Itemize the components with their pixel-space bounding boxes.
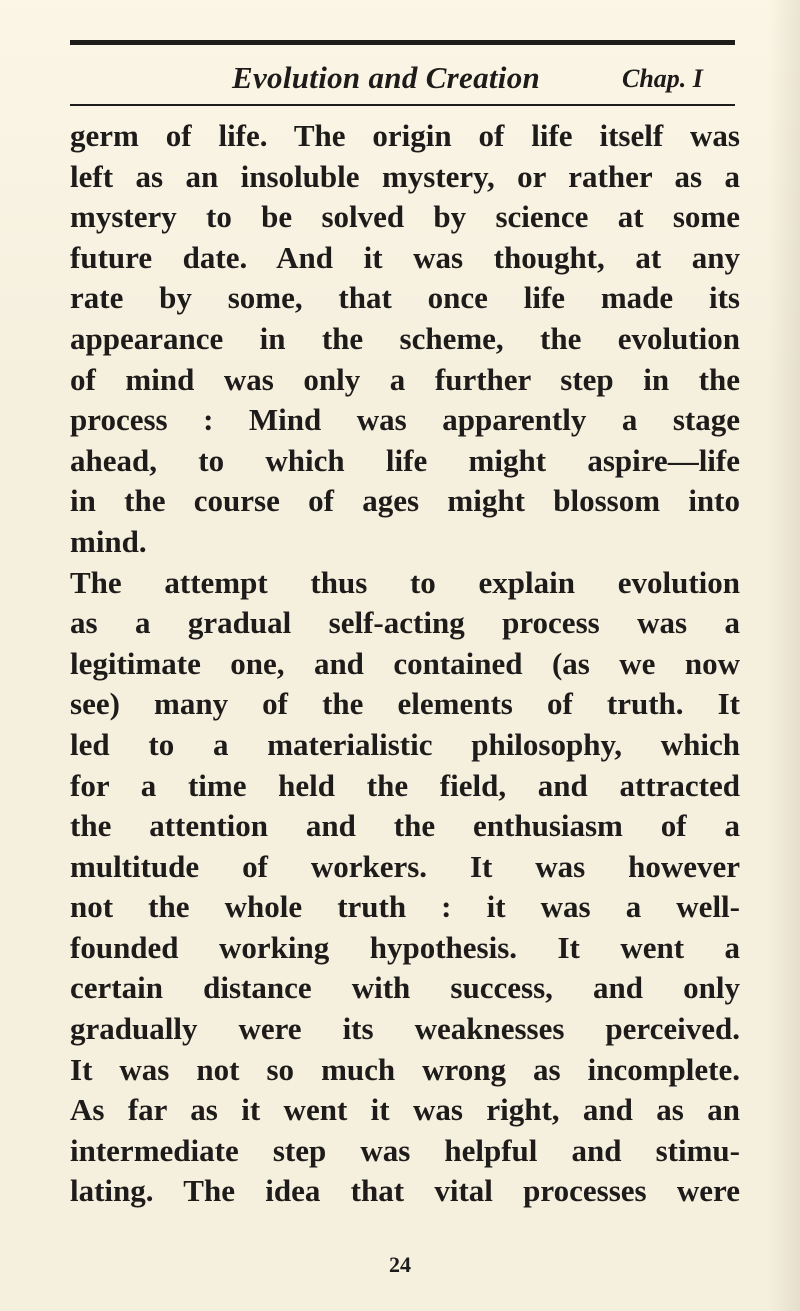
text-line: It was not so much wrong as incomplete. — [70, 1051, 740, 1087]
paragraph-start-line: The attempt thus to explain evolution — [70, 564, 740, 600]
text-line: lating. The idea that vital processes were — [70, 1173, 740, 1209]
header-rule-top — [70, 40, 735, 45]
text-line: certain distance with success, and only — [70, 970, 740, 1006]
body-text — [70, 116, 740, 1212]
text-line: see) many of the elements of truth. It — [70, 686, 740, 722]
text-line: in the course of ages might blossom into — [70, 483, 740, 519]
text-line: As far as it went it was right, and as an — [70, 1092, 740, 1128]
text-line: appearance in the scheme, the evolution — [70, 320, 740, 356]
text-line: of mind was only a further step in the — [70, 361, 740, 397]
text-line: legitimate one, and contained (as we now — [70, 645, 740, 681]
page-number: 24 — [389, 1252, 411, 1277]
text-line: ahead, to which life might aspire—life — [70, 442, 740, 478]
paragraph-end-line: mind. — [70, 523, 147, 559]
text-line: led to a materialistic philosophy, which — [70, 726, 740, 762]
text-line: as a gradual self-acting process was a — [70, 605, 740, 641]
text-line: for a time held the field, and attracted — [70, 767, 740, 803]
text-line: process : Mind was apparently a stage — [70, 402, 740, 438]
text-line: future date. And it was thought, at any — [70, 239, 740, 275]
text-line: rate by some, that once life made its — [70, 280, 740, 316]
text-line: left as an insoluble mystery, or rather as a — [70, 158, 740, 194]
text-line: gradually were its weaknesses perceived. — [70, 1011, 740, 1047]
text-line: multitude of workers. It was however — [70, 848, 740, 884]
chapter-label: Chap. I — [622, 64, 703, 93]
text-line: germ of life. The origin of life itself was — [70, 118, 740, 153]
text-line: not the whole truth : it was a well- — [70, 889, 740, 925]
running-title: Evolution and Creation — [232, 60, 541, 95]
text-line: mystery to be solved by science at some — [70, 199, 740, 235]
text-line: founded working hypothesis. It went a — [70, 929, 740, 965]
header-rule-bottom — [70, 104, 735, 106]
text-line: intermediate step was helpful and stimu- — [70, 1132, 740, 1168]
text-line: the attention and the enthusiasm of a — [70, 808, 740, 844]
